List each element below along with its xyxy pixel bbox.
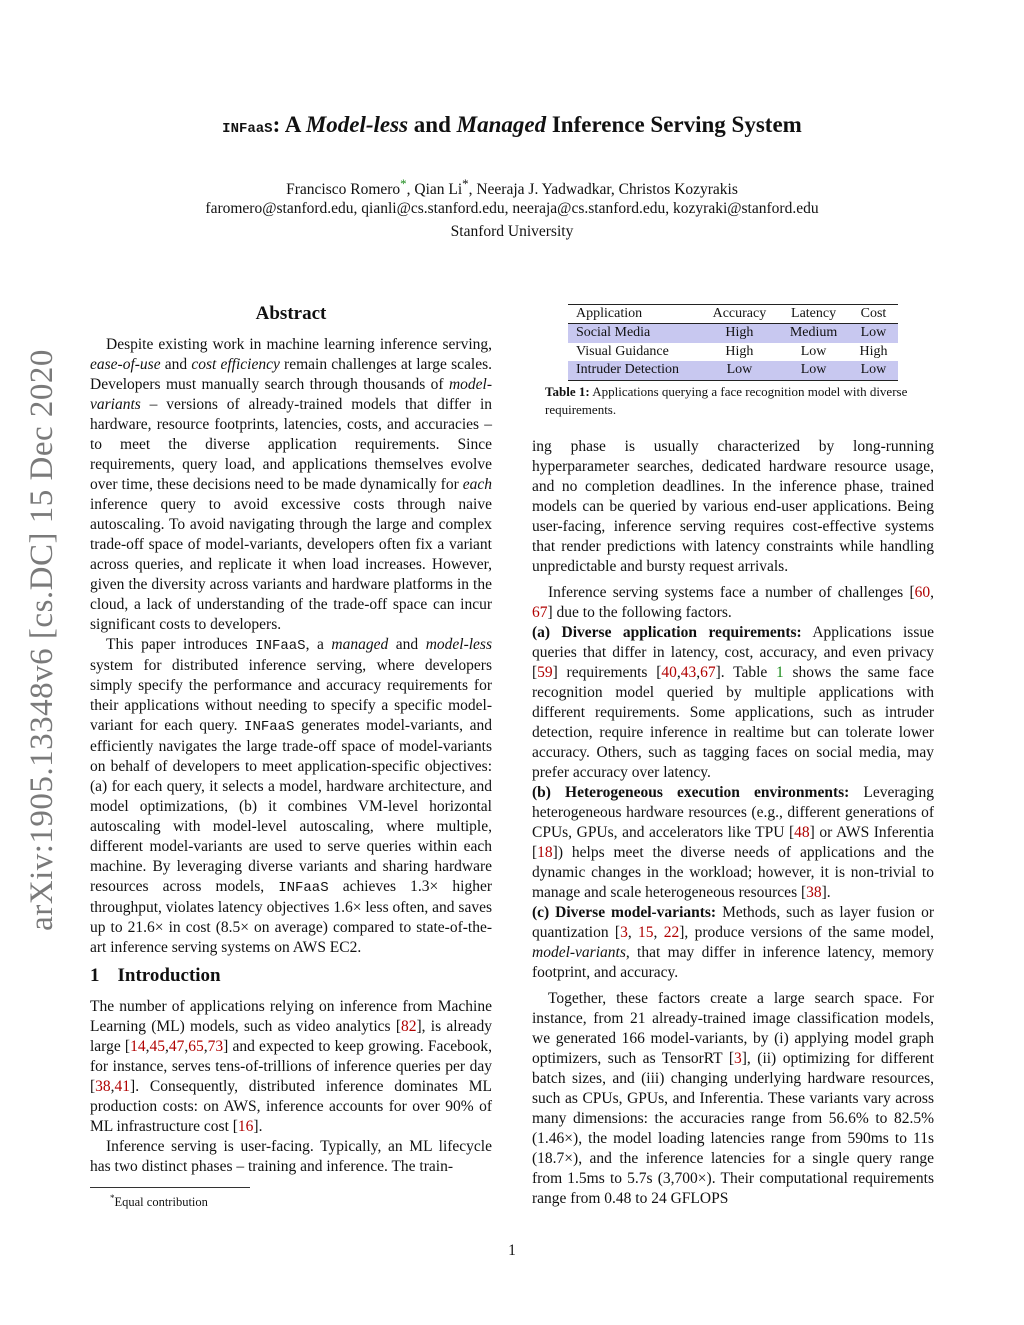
table-cell: Social Media xyxy=(568,324,701,343)
intro-paragraph: The number of applications relying on inference from Machine Learning (ML) models, such as video analytics [82], is already large [14,45,47,65,73] and expected to keep growing. Facebook, for instance, serves tens-of-trillions of inference queries per day [38,41]. Consequently, distributed inference dominates ML production costs: on AWS, inference accounts for over 90% of ML infrastructure cost [16]. xyxy=(90,998,492,1135)
table-cell: Intruder Detection xyxy=(568,361,701,380)
footnote-rule xyxy=(90,1187,250,1188)
table-cell: High xyxy=(701,324,779,343)
affiliation: Stanford University xyxy=(450,223,574,240)
citation-link[interactable]: 14 xyxy=(130,1038,146,1055)
citation-link[interactable]: 40 xyxy=(661,664,677,681)
table-header-cell: Accuracy xyxy=(701,305,779,324)
intro-paragraph: Inference serving is user-facing. Typically, an ML lifecycle has two distinct phases – training and inference. The train- xyxy=(90,1138,492,1175)
citation-link[interactable]: 38 xyxy=(806,884,822,901)
citation-link[interactable]: 3 xyxy=(734,1050,742,1067)
citation-link[interactable]: 60 xyxy=(914,584,931,601)
author-emails: faromero@stanford.edu, qianli@cs.stanford.edu, neeraja@cs.stanford.edu, kozyraki@stanford.edu xyxy=(205,200,819,217)
abstract-heading: Abstract xyxy=(255,303,327,324)
challenge-c-paragraph: (c) Diverse model-variants: Methods, such as layer fusion or quantization [3, 15, 22], produce versions of the same model, model-variants, that may differ in inference latency, memory footprint, and accuracy. xyxy=(532,904,935,981)
paper-title: INFaaS: A Model-less and Managed Inference Serving System xyxy=(222,112,802,137)
page-number: 1 xyxy=(508,1242,516,1259)
table-cell: Medium xyxy=(778,324,849,343)
table-cell: Visual Guidance xyxy=(576,343,669,359)
table-caption: Table 1: Applications querying a face recognition model with diverse requirements. xyxy=(545,384,908,417)
challenge-b-paragraph: (b) Heterogeneous execution environments: Leveraging heterogeneous hardware resources (e.g., different generations of CPUs, GPUs, and accelerators like TPU [48] or AWS Inferentia [18]) helps meet the diverse needs of applications and the dynamic changes in the workload; however, it is non-trivial to manage and scale heterogeneous resources [38]. xyxy=(532,784,934,901)
arxiv-identifier: arXiv:1905.13348v6 [cs.DC] 15 Dec 2020 xyxy=(24,349,60,931)
citation-link[interactable]: 67 xyxy=(700,664,716,681)
citation-link[interactable]: 15 xyxy=(638,924,654,941)
citation-link[interactable]: 22 xyxy=(663,924,680,941)
citation-link[interactable]: 43 xyxy=(680,664,697,681)
table-cell: High xyxy=(859,343,888,359)
table-cell: Low xyxy=(849,361,898,380)
citation-link[interactable]: 65 xyxy=(188,1038,204,1055)
table-header-cell: Latency xyxy=(778,305,849,324)
body-paragraph: ing phase is usually characterized by long-running hyperparameter searches, dedicated hardware resource usage, and no completion deadlines. In the inference phase, trained models can be queried by various end-user applications. Being user-facing, inference serving requires cost-effective systems that render predictions with latency constraints while handling unpredictable and bursty request arrivals. xyxy=(532,438,934,575)
table-cell: Low xyxy=(849,324,898,343)
system-name: INFaaS xyxy=(222,121,273,137)
table-cell: High xyxy=(725,343,754,359)
right-column-body xyxy=(532,437,934,1209)
citation-link[interactable]: 16 xyxy=(237,1118,254,1135)
citation-link[interactable]: 82 xyxy=(401,1018,417,1035)
footnote-link[interactable]: * xyxy=(400,176,407,191)
table-cell: Low xyxy=(800,343,827,359)
citation-link[interactable]: 41 xyxy=(114,1078,131,1095)
section-heading-introduction: 1 Introduction xyxy=(90,965,221,986)
challenge-a-paragraph: (a) Diverse application requirements: Applications issue queries that differ in latency, cost, accuracy, and even privacy [59] requirements [40,43,67]. Table 1 shows the same face recognition model queried by multiple applications with different requirements. Some applications, such as intruder detection, require inference in realtime but can tolerate lower accuracy. Others, such as tagging faces on social media, may prefer accuracy over latency. xyxy=(532,624,934,781)
citation-link[interactable]: 59 xyxy=(537,664,553,681)
body-paragraph: Inference serving systems face a number of challenges [60, 67] due to the following factors. xyxy=(532,584,934,621)
citation-link[interactable]: 67 xyxy=(532,604,548,621)
table-row xyxy=(568,361,898,380)
table-header-cell: Cost xyxy=(849,305,898,324)
citation-link[interactable]: 47 xyxy=(168,1038,185,1055)
applications-table xyxy=(568,304,898,381)
table-row xyxy=(568,343,898,362)
abstract-paragraph: This paper introduces INFaaS, a managed and model-less system for distributed inference serving, where developers simply specify the performance and accuracy requirements for their applications without needing to specify a specific model-variant for each query. INFaaS generates model-variants, and efficiently navigates the large trade-off space of model-variants on behalf of developers to meet application-specific objectives: (a) for each query, it selects a model, hardware architecture, and model optimizations, (b) it combines VM-level horizontal autoscaling with model-level autoscaling, where multiple, different model-variants are used to serve queries within each machine. By leveraging diverse variants and sharing hardware resources across models, INFaaS achieves 1.3× higher throughput, violates latency objectives 1.6× less often, and saves up to 21.6× in cost (8.5× on average) compared to state-of-the-art inference serving systems on AWS EC2. xyxy=(90,636,492,956)
table-header-cell: Application xyxy=(568,305,701,324)
table-cell: Low xyxy=(701,361,779,380)
author-list: Francisco Romero*, Qian Li*, Neeraja J. Yadwadkar, Christos Kozyrakis xyxy=(286,176,738,199)
citation-link[interactable]: 45 xyxy=(149,1038,165,1055)
footnote: *Equal contribution xyxy=(110,1193,208,1210)
table-header-row xyxy=(568,305,898,324)
introduction-body xyxy=(90,997,492,1177)
abstract-body xyxy=(90,335,492,958)
table-cell: Low xyxy=(778,361,849,380)
citation-link[interactable]: 18 xyxy=(537,844,553,861)
citation-link[interactable]: 48 xyxy=(794,824,810,841)
abstract-paragraph: Despite existing work in machine learning inference serving, ease-of-use and cost efficiency remain challenges at large scales. Developers must manually search through thousands of model-variants – versions of already-trained models that differ in hardware, resource footprints, latencies, costs, and accuracies – to meet the diverse application requirements. Since requirements, query load, and applications themselves evolve over time, these decisions need to be made dynamically for each inference query to avoid excessive costs through naive autoscaling. To avoid navigating through the large and complex trade-off space of model-variants, developers often fix a variant across queries, and replicate it when load increases. However, given the diversity across variants and hardware platforms in the cloud, a lack of understanding of the trade-off space can incur significant costs to developers. xyxy=(90,336,492,633)
citation-link[interactable]: 73 xyxy=(207,1038,224,1055)
citation-link[interactable]: 3 xyxy=(620,924,628,941)
table-row xyxy=(568,324,898,343)
table-reference-link[interactable]: 1 xyxy=(776,664,784,681)
body-paragraph: Together, these factors create a large search space. For instance, from 21 already-trained image classification models, we generated 166 model-variants, by (i) applying model graph optimizers, such as TensorRT [3], (ii) optimizing for different batch sizes, and (iii) changing underlying hardware resources, such as CPUs, GPUs, and Inferentia. These variants vary across many dimensions: the accuracies range from 56.6% to 82.5% (1.46×), the model loading latencies range from 590ms to 11s (18.7×), and the inference latencies for a single query range from 1.5ms to 5.7s (3,700×). Their computational requirements range from 0.48 to 24 GFLOPS xyxy=(532,990,934,1207)
citation-link[interactable]: 38 xyxy=(95,1078,111,1095)
